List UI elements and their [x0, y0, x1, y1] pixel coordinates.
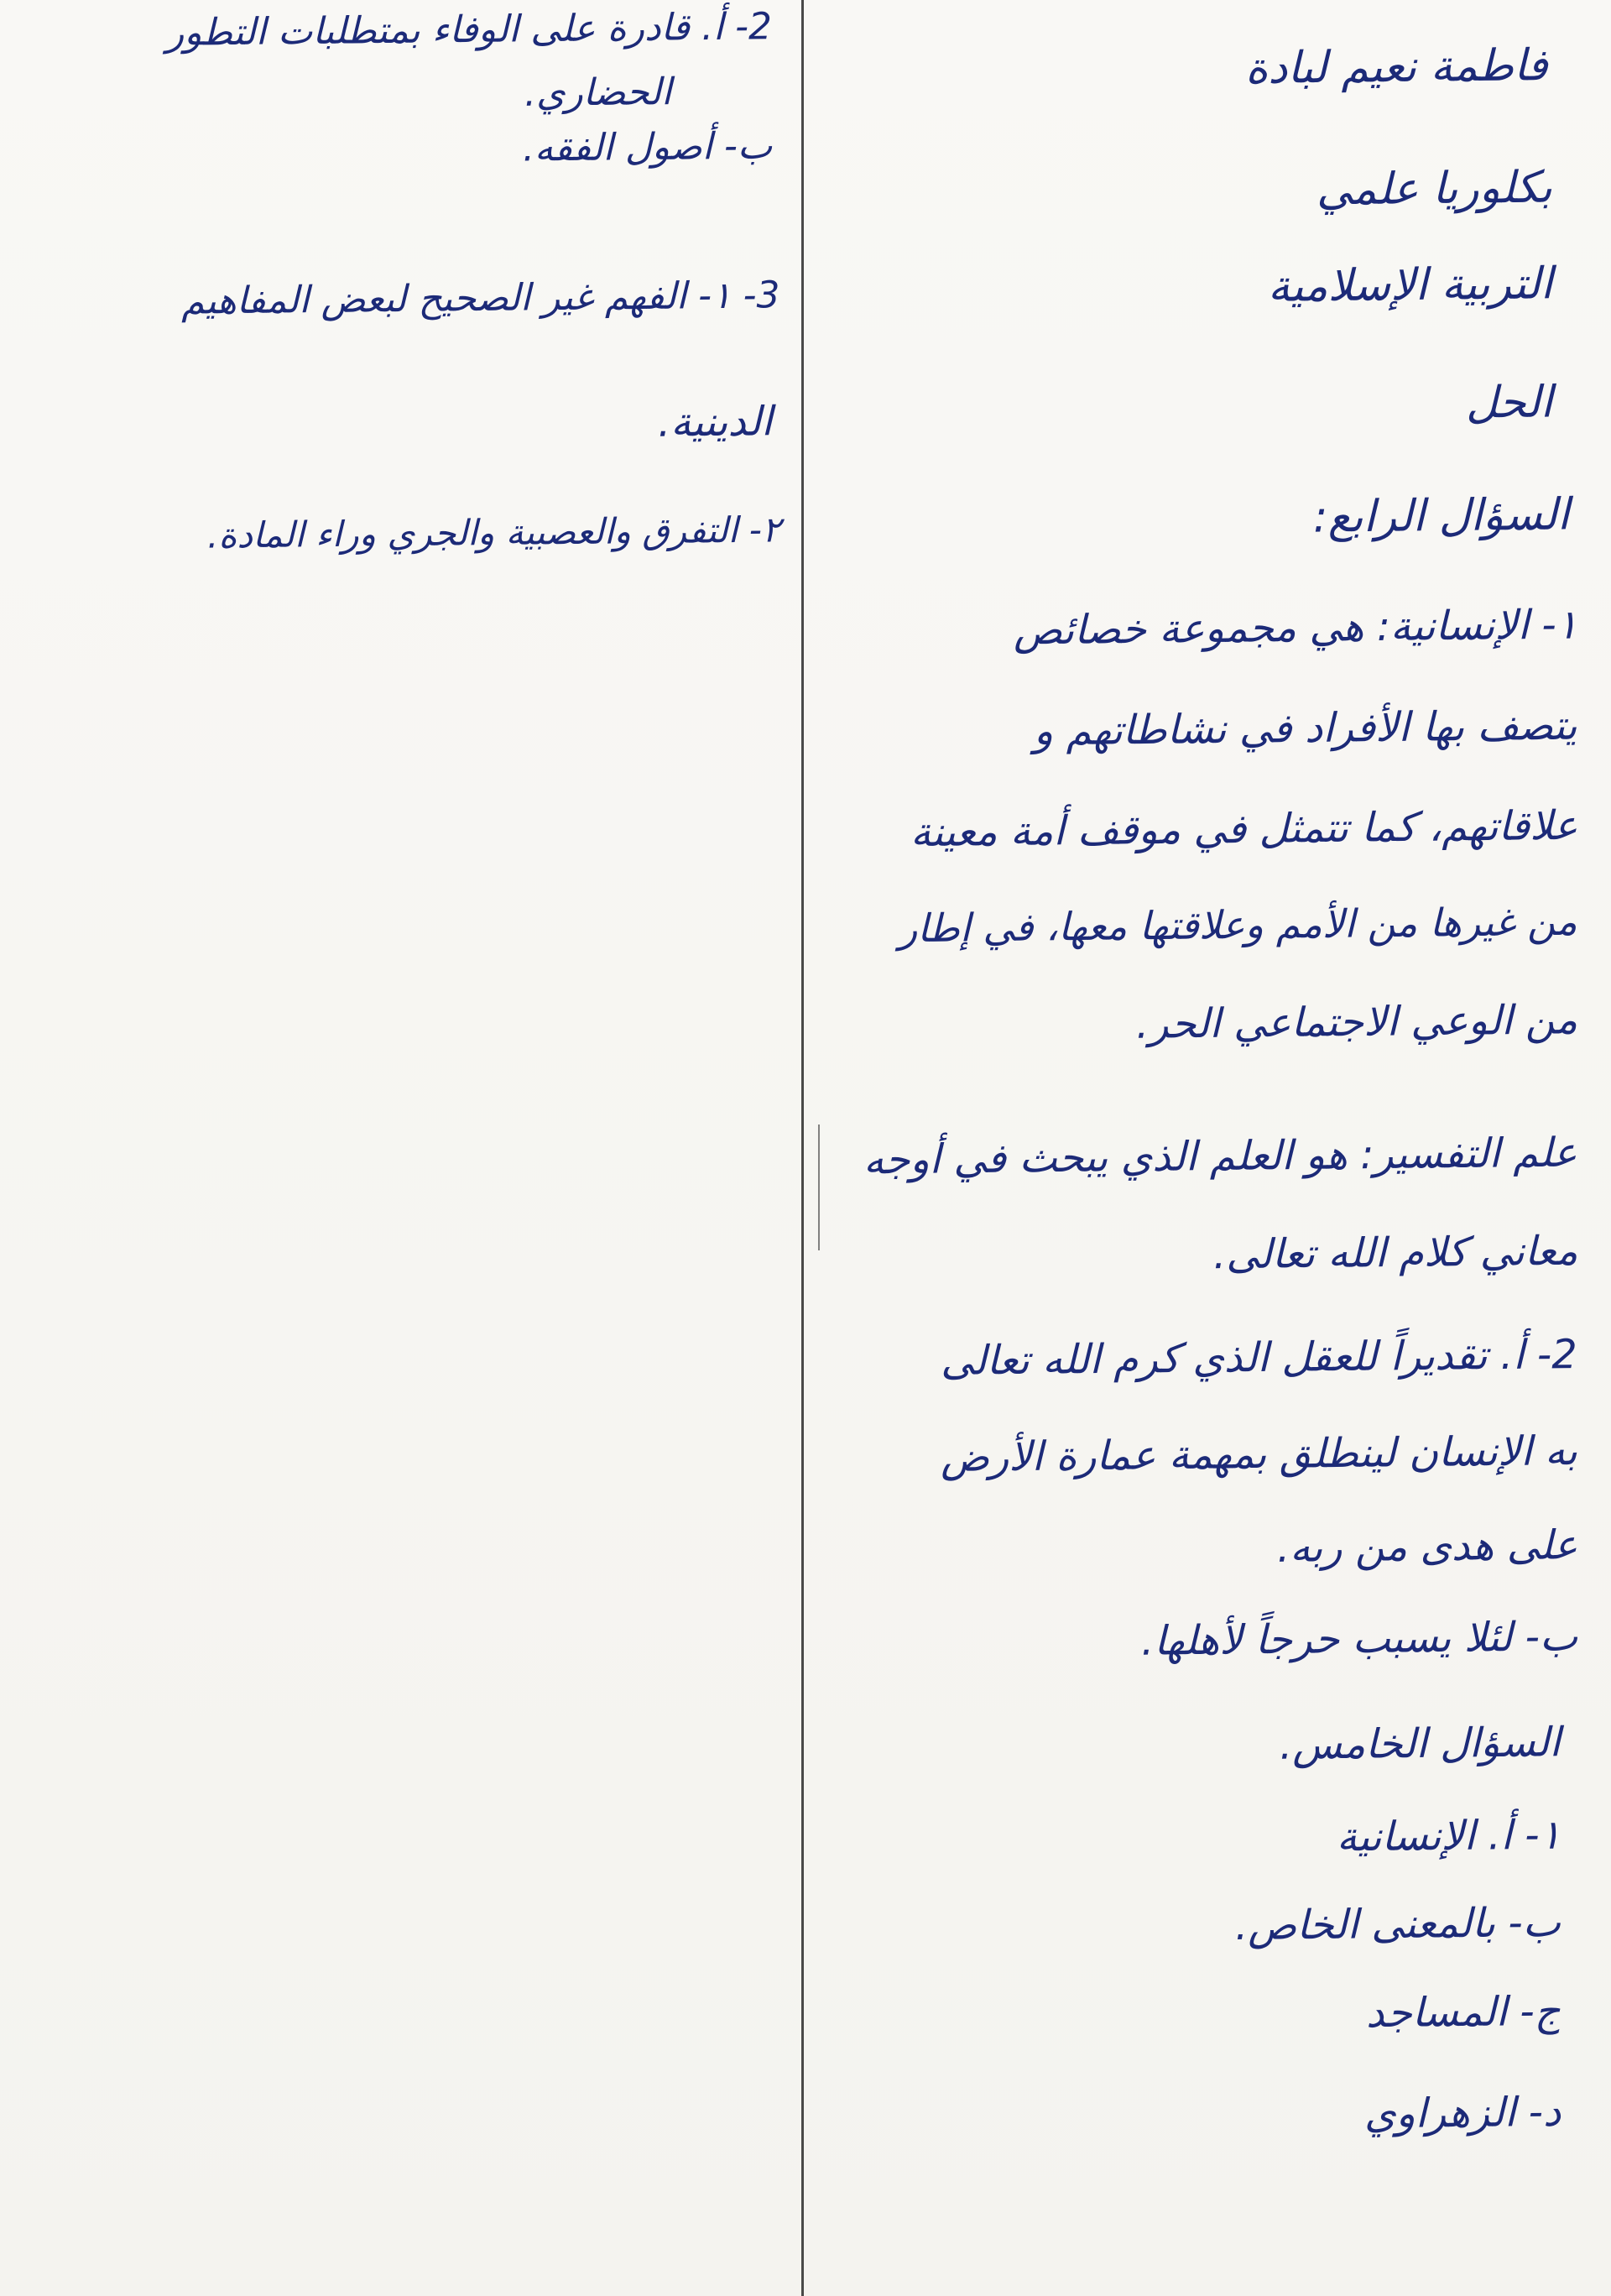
q5-item: ١- أ. الإنسانية	[1336, 1811, 1561, 1861]
q4-def1-line: يتصف بها الأفراد في نشاطاتهم و	[1034, 702, 1578, 755]
q5-title: السؤال الخامس.	[1279, 1719, 1561, 1769]
margin-mark	[818, 1125, 820, 1250]
q5-item: د- الزهراوي	[1363, 2088, 1561, 2138]
q5-item: ب- بالمعنى الخاص.	[1234, 1898, 1561, 1950]
q5-item: ج- المساجد	[1366, 1987, 1561, 2038]
q4-def1-line: من غيرها من الأمم وعلاقتها معها، في إطار	[899, 898, 1578, 952]
left-line: الدينية.	[657, 398, 773, 446]
column-divider	[801, 0, 804, 2296]
q4-b2: ب- لئلا يسبب حرجاً لأهلها.	[1140, 1613, 1578, 1665]
q4-def1-line: ١- الإنسانية: هي مجموعة خصائص	[1013, 601, 1578, 655]
left-line: 2- أ. قادرة على الوفاء بمتطلبات التطور	[165, 5, 773, 55]
q4-title: السؤال الرابع:	[1312, 489, 1570, 543]
left-line: 3- ١- الفهم غير الصحيح لبعض المفاهيم	[181, 274, 781, 323]
q4-def2-line: علم التفسير: هو العلم الذي يبحث في أوجه	[863, 1129, 1578, 1184]
q4-a2-line: 2- أ. تقديراً للعقل الذي كرم الله تعالى	[940, 1331, 1578, 1385]
q4-def1-line: علاقاتهم، كما تتمثل في موقف أمة معينة	[910, 801, 1578, 857]
left-line: ٢- التفرق والعصبية والجري وراء المادة.	[206, 509, 781, 556]
student-name: فاطمة نعيم لبادة	[1244, 40, 1549, 94]
level: بكلوريا علمي	[1316, 162, 1553, 216]
solution-label: الحل	[1465, 377, 1553, 429]
q4-a2-line: على هدى من ربه.	[1276, 1521, 1578, 1572]
q4-a2-line: به الإنسان لينطلق بمهمة عمارة الأرض	[940, 1427, 1578, 1481]
q4-def2-line: معاني كلام الله تعالى.	[1212, 1227, 1578, 1279]
q4-def1-line: من الوعي الاجتماعي الحر.	[1135, 996, 1578, 1048]
subject: التربية الإسلامية	[1267, 258, 1553, 312]
left-line: الحضاري.	[524, 70, 672, 115]
left-line: ب- أصول الفقه.	[522, 124, 773, 170]
